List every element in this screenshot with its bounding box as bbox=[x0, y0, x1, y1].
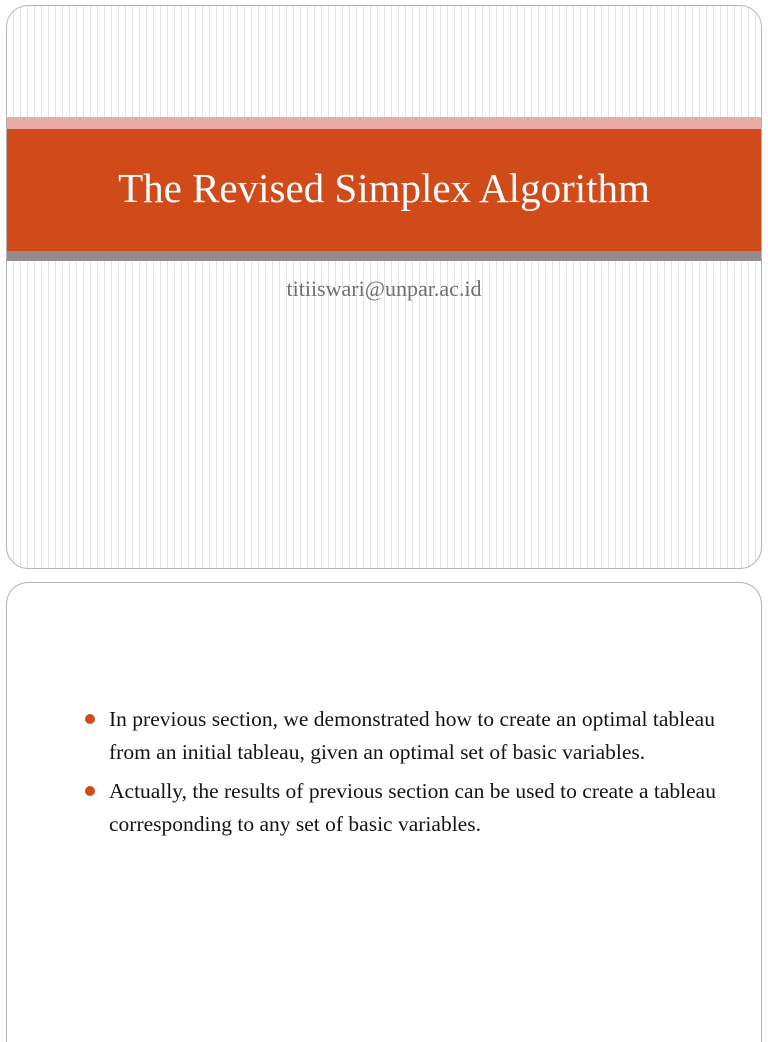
title-band-gray bbox=[7, 251, 761, 261]
bullet-dot-icon bbox=[85, 714, 95, 724]
bullet-text: Actually, the results of previous section can be used to create a tableau corresponding to any set of basic variables. bbox=[109, 779, 716, 836]
title-band-light bbox=[7, 117, 761, 129]
bullet-item bbox=[83, 775, 723, 841]
title-slide bbox=[6, 5, 762, 569]
bullet-dot-icon bbox=[85, 786, 95, 796]
bullet-item bbox=[83, 703, 723, 769]
bullet-list bbox=[83, 703, 723, 847]
slide-subtitle-email: titiiswari@unpar.ac.id bbox=[286, 276, 482, 301]
slide-title: The Revised Simplex Algorithm bbox=[118, 165, 650, 211]
content-slide bbox=[6, 582, 762, 1042]
bullet-text: In previous section, we demonstrated how to create an optimal tableau from an initial tableau, given an optimal set of basic variables. bbox=[109, 707, 715, 764]
